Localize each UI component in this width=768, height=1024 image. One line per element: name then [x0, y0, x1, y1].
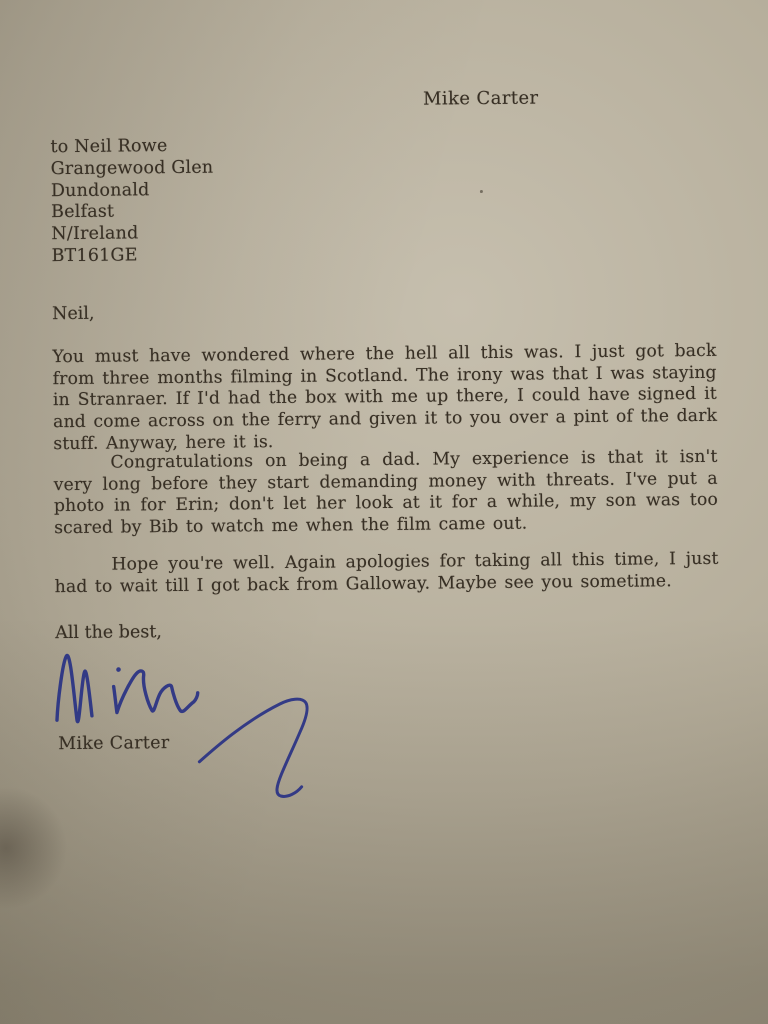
signature-name-strokes [56, 654, 198, 722]
address-line: Dundonald [50, 179, 150, 201]
address-line: to Neil Rowe [50, 136, 168, 158]
address-line: Grangewood Glen [50, 157, 214, 179]
body-paragraph-2: Congratulations on being a dad. My experience is that it isn't very long before they start demanding money with threats. I've put a photo in for Erin; don't let her look at it for a while, my son was too scared by Bib to watch me when the film came out. [53, 446, 718, 539]
signature-flourish-stroke [199, 699, 308, 797]
typed-signature-name: Mike Carter [58, 733, 170, 755]
sender-name-header: Mike Carter [422, 87, 539, 110]
address-line: BT161GE [51, 245, 138, 267]
handwritten-signature [39, 647, 313, 808]
body-paragraph-1: You must have wondered where the hell all this was. I just got back from three months filming in Scotland. The irony was that I was staying in Stranraer. If I'd had the box with me up there, I could have signed it and come across on the ferry and given it to you over a pint of the dark stuff. Anyway, here it is. [52, 340, 718, 454]
closing-line: All the best, [55, 622, 163, 644]
paper-fleck [480, 190, 483, 193]
recipient-address-block [50, 136, 214, 268]
salutation: Neil, [51, 303, 95, 325]
address-line: N/Ireland [51, 223, 139, 245]
body-paragraph-3: Hope you're well. Again apologies for taking all this time, I just had to wait till I got back from Galloway. Maybe see you sometime. [54, 548, 719, 597]
address-line: Belfast [51, 201, 115, 223]
